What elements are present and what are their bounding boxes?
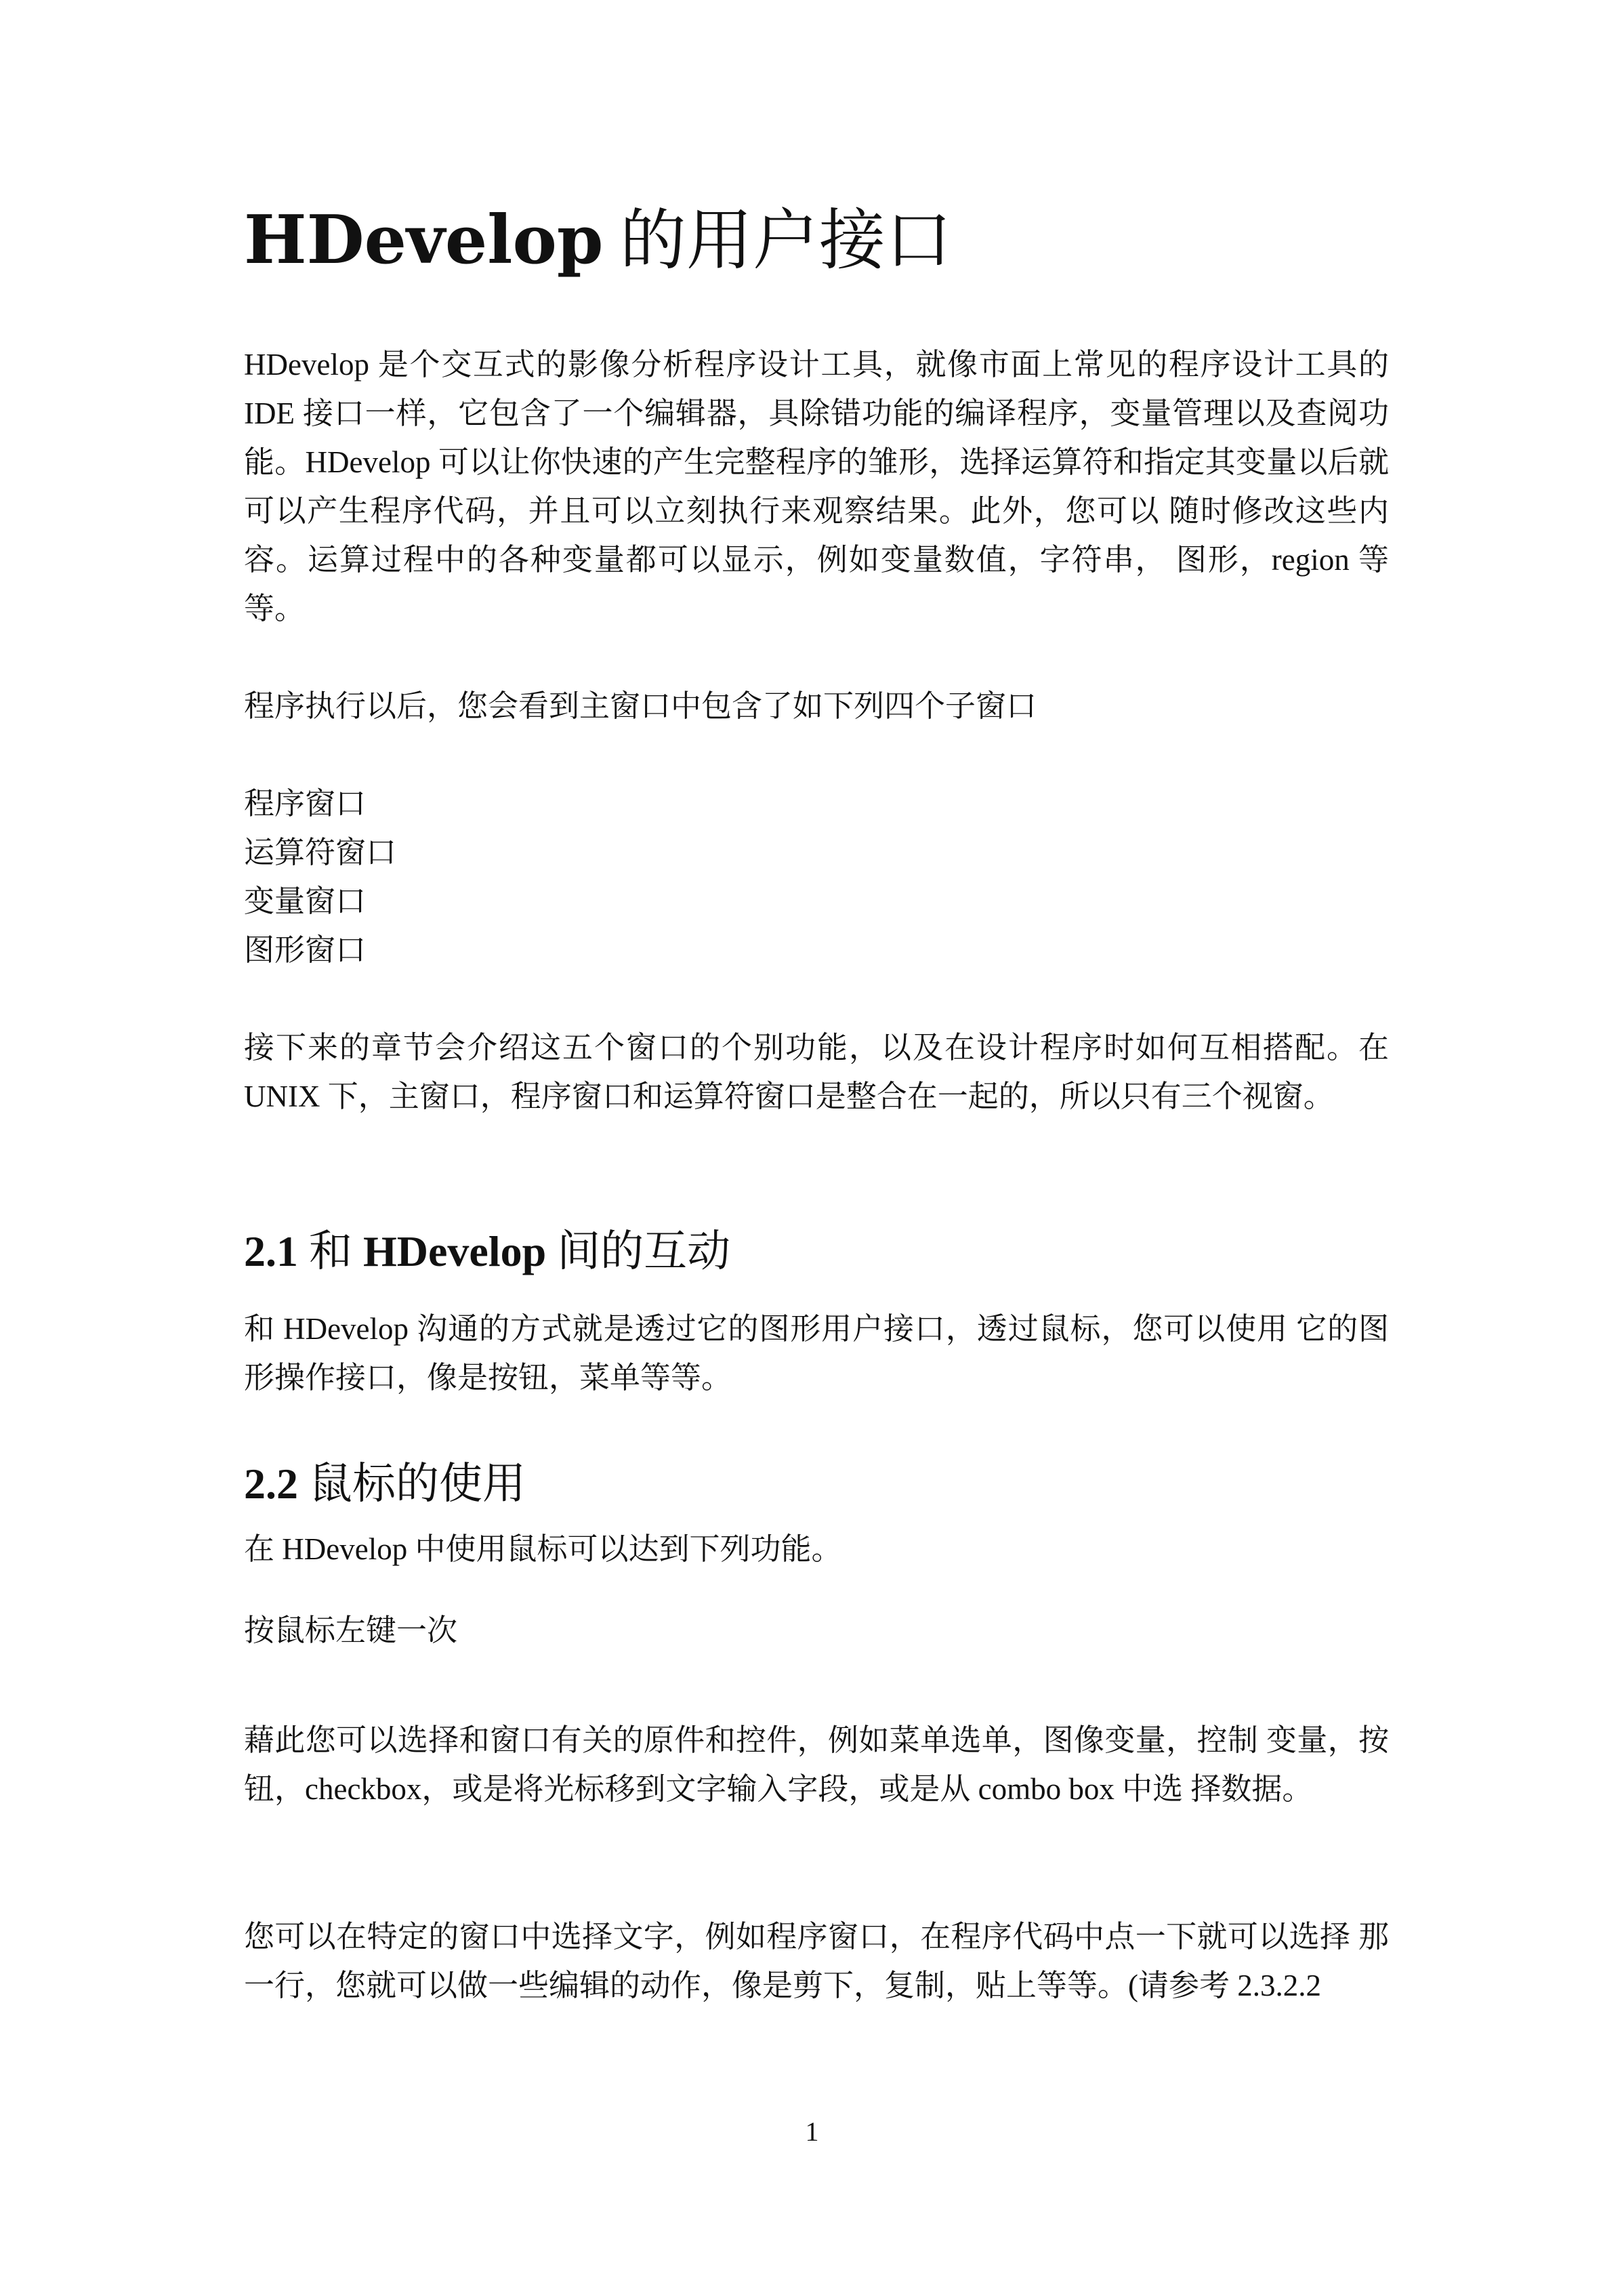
chapters-paragraph: 接下来的章节会介绍这五个窗口的个别功能，以及在设计程序时如何互相搭配。在 UNIX 下，主窗口，程序窗口和运算符窗口是整合在一起的，所以只有三个视窗。: [244, 1031, 1389, 1113]
windows-list: [244, 779, 1389, 974]
section-2-2-paragraph: 在 HDevelop 中使用鼠标可以达到下列功能。: [244, 1532, 842, 1566]
document-page: [244, 0, 1389, 2283]
list-item: 程序窗口: [244, 787, 367, 821]
section-title: 鼠标的使用: [298, 1460, 526, 1508]
select-text-paragraph: 您可以在特定的窗口中选择文字，例如程序窗口，在程序代码中点一下就可以选择 那一行，您就可以做一些编辑的动作，像是剪下，复制，贴上等等。(请参考 2.3.2.2: [244, 1920, 1389, 2002]
select-controls-paragraph: 藉此您可以选择和窗口有关的原件和控件，例如菜单选单，图像变量，控制 变量，按钮，checkbox，或是将光标移到文字输入字段，或是从 combo box 中选 择数据。: [244, 1723, 1389, 1806]
section-number: 2.1: [244, 1227, 298, 1275]
title-latin: HDevelop: [244, 201, 604, 279]
section-2-1-heading: [244, 1221, 1389, 1282]
after-run-paragraph: 程序执行以后，您会看到主窗口中包含了如下列四个子窗口: [244, 689, 1037, 723]
title-cjk: 的用户接口: [603, 205, 952, 278]
section-text-pre: 和: [298, 1227, 363, 1275]
left-click-paragraph: 按鼠标左键一次: [244, 1613, 458, 1647]
section-2-2-heading: [244, 1454, 1389, 1515]
intro-paragraph: HDevelop 是个交互式的影像分析程序设计工具，就像市面上常见的程序设计工具的 IDE 接口一样，它包含了一个编辑器，具除错功能的编译程序，变量管理以及查阅功能。HDevelop 可以让你快速的产生完整程序的雏形，选择运算符和指定其变量以后就可以产生程序代码，并且可以立刻执行来观察结果。此外，您可以 随时修改这些内容。运算过程中的各种变量都可以显示，例如变量数值，字符串， 图形，region 等等。: [244, 348, 1389, 625]
section-text-bold: HDevelop: [363, 1227, 547, 1275]
list-item: 图形窗口: [244, 933, 367, 967]
page-title: [244, 197, 1389, 285]
list-item: 运算符窗口: [244, 836, 397, 869]
section-text-post: 间的互动: [546, 1227, 731, 1275]
section-2-1-paragraph: 和 HDevelop 沟通的方式就是透过它的图形用户接口，透过鼠标，您可以使用 它的图形操作接口，像是按钮，菜单等等。: [244, 1312, 1389, 1395]
section-number: 2.2: [244, 1460, 298, 1508]
list-item: 变量窗口: [244, 884, 367, 918]
page-number: 1: [805, 2116, 819, 2147]
